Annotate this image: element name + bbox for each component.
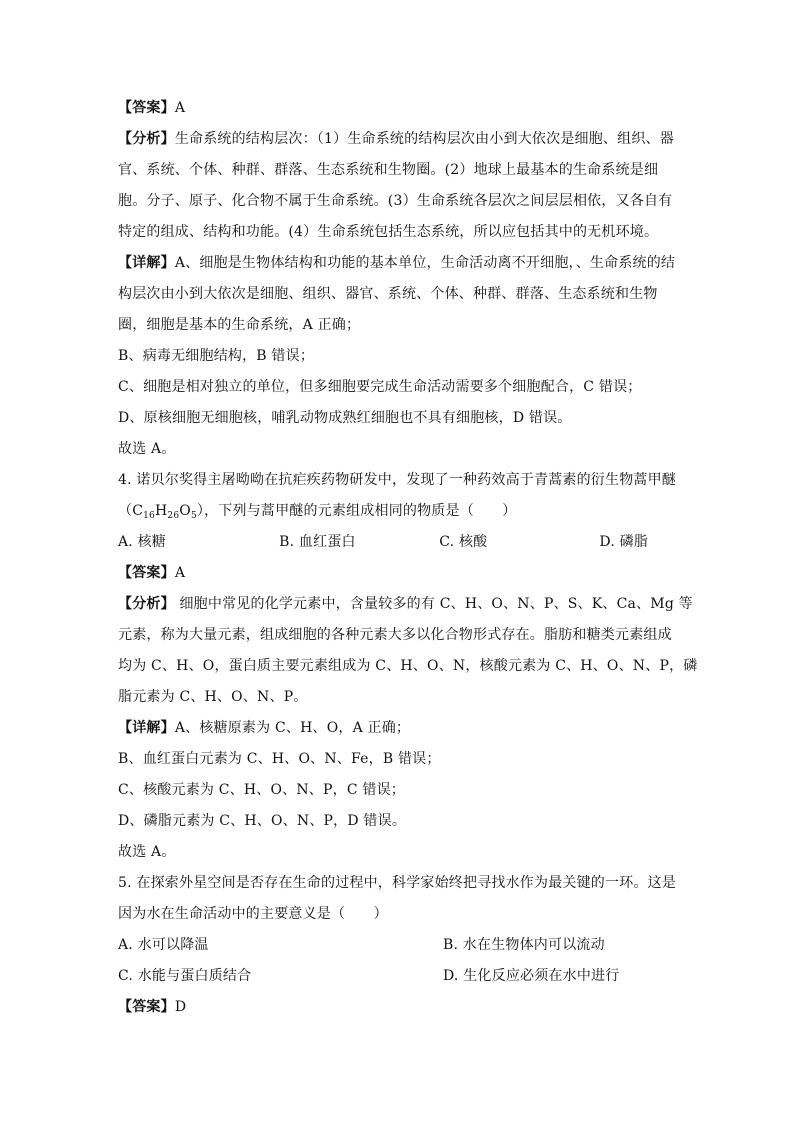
q4-detail-line: D、磷脂元素为 C、H、O、N、P，D 错误。 <box>118 813 407 829</box>
q5-options-row <box>118 935 678 966</box>
formula-part: O <box>179 503 191 519</box>
q4-analysis-line: 脂元素为 C、H、O、N、P。 <box>118 689 308 705</box>
formula-part: （C <box>118 503 144 519</box>
stem-text: ），下列与蒿甲醚的元素组成相同的物质是（ ） <box>196 503 517 519</box>
answer-value: A <box>174 565 186 581</box>
q3-detail-line: D、原核细胞无细胞核，哺乳动物成熟红细胞也不具有细胞核，D 错误。 <box>118 410 572 426</box>
analysis-tag: 【分析】 <box>118 596 175 612</box>
q3-analysis-line: 胞。分子、原子、化合物不属于生命系统。(3）生命系统各层次之间层层相依，又各自有 <box>118 193 673 209</box>
q4-options <box>118 532 678 563</box>
q3-analysis-line <box>118 129 678 160</box>
q3-detail-line: C、细胞是相对独立的单位，但多细胞要完成生命活动需要多个细胞配合，C 错误； <box>118 379 642 395</box>
q5-answer <box>118 997 678 1028</box>
q5-stem: 5. 在探索外星空间是否存在生命的过程中，科学家始终把寻找水作为最关键的一环。这是 <box>118 875 677 891</box>
option-b: B. 血红蛋白 <box>279 534 356 550</box>
q3-answer <box>118 98 678 129</box>
formula-subscript: 26 <box>167 511 180 521</box>
option-a: A. 核糖 <box>118 534 167 550</box>
q3-detail-line <box>118 253 678 284</box>
q4-analysis-line: 元素，称为大量元素，组成细胞的各种元素大多以化合物形式存在。脂肪和糖类元素组成 <box>118 627 672 643</box>
answer-value: A <box>174 100 186 116</box>
detail-text: A、核糖原素为 C、H、O，A 正确； <box>174 720 411 736</box>
option-a: A. 水可以降温 <box>118 937 209 953</box>
q3-analysis-line: 官、系统、个体、种群、群落、生态系统和生物圈。(2）地球上最基本的生命系统是细 <box>118 162 659 178</box>
answer-tag: 【答案】 <box>118 100 175 116</box>
analysis-text: 生命系统的结构层次：（1）生命系统的结构层次由小到大依次是细胞、组织、器 <box>174 131 674 147</box>
formula-subscript: 16 <box>143 511 155 521</box>
formula-part: H <box>154 503 168 519</box>
q4-analysis-line: 均为 C、H、O，蛋白质主要元素组成为 C、H、O、N，核酸元素为 C、H、O、N、P，磷 <box>118 658 698 674</box>
q3-detail-line: B、病毒无细胞结构，B 错误； <box>118 348 315 364</box>
q4-conclusion: 故选 A。 <box>118 844 176 860</box>
q3-detail-line: 构层次由小到大依次是细胞、组织、器官、系统、个体、种群、群落、生态系统和生物 <box>118 286 658 302</box>
q3-conclusion: 故选 A。 <box>118 441 176 457</box>
analysis-tag: 【分析】 <box>118 131 175 147</box>
q4-stem: 4. 诺贝尔奖得主屠呦呦在抗疟疾药物研发中，发现了一种药效高于青蒿素的衍生物蒿甲醚 <box>118 472 677 488</box>
option-b: B. 水在生物体内可以流动 <box>443 937 605 953</box>
q3-detail-line: 圈，细胞是基本的生命系统，A 正确； <box>118 317 361 333</box>
q4-stem-formula <box>118 501 678 532</box>
q4-answer <box>118 563 678 594</box>
answer-tag: 【答案】 <box>118 565 175 581</box>
detail-tag: 【详解】 <box>118 720 175 736</box>
q5-options-row <box>118 966 678 997</box>
option-c: C. 水能与蛋白质结合 <box>118 968 252 984</box>
detail-text: A、细胞是生物体结构和功能的基本单位，生命活动离不开细胞，、生命系统的结 <box>174 255 676 271</box>
answer-tag: 【答案】 <box>118 999 175 1015</box>
q4-analysis-line <box>118 594 693 625</box>
q4-detail-line: B、血红蛋白元素为 C、H、O、N、Fe，B 错误； <box>118 751 441 767</box>
answer-value: D <box>174 999 187 1015</box>
option-d: D. 生化反应必须在水中进行 <box>443 968 620 984</box>
analysis-text: 细胞中常见的化学元素中，含量较多的有 C、H、O、N、P、S、K、Ca、Mg 等 <box>174 596 693 612</box>
detail-tag: 【详解】 <box>118 255 175 271</box>
formula-subscript: 5 <box>190 511 197 521</box>
option-d: D. 磷脂 <box>599 534 649 550</box>
option-c: C. 核酸 <box>439 534 488 550</box>
q4-detail-line <box>118 718 678 749</box>
document-page <box>118 98 698 1028</box>
q5-stem: 因为水在生命活动中的主要意义是（ ） <box>118 906 388 922</box>
q3-analysis-line: 特定的组成、结构和功能。(4）生命系统包括生态系统，所以应包括其中的无机环境。 <box>118 224 659 240</box>
q4-detail-line: C、核酸元素为 C、H、O、N、P，C 错误； <box>118 782 405 798</box>
